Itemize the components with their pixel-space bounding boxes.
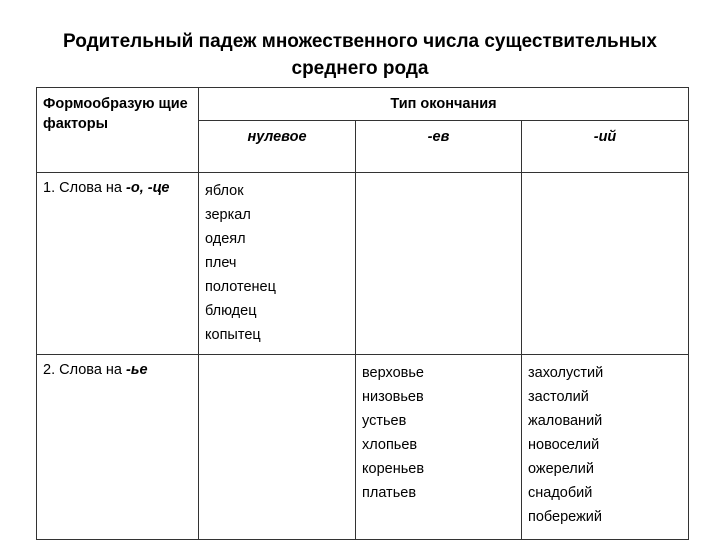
cell-zero — [199, 355, 356, 540]
table-row — [37, 355, 689, 540]
word-form: полотенец — [205, 279, 276, 295]
word-form: захолустий — [528, 365, 604, 381]
row-label — [37, 355, 199, 540]
word-form: одеял — [205, 231, 246, 247]
word-form: побережий — [528, 509, 602, 525]
word-form: верховье — [362, 365, 424, 381]
subheader-zero: нулевое — [199, 121, 356, 173]
table-header-row — [37, 88, 689, 121]
word-form: жалований — [528, 413, 603, 429]
word-form: застолий — [528, 389, 589, 405]
title-line-1: Родительный падеж множественного числа существительных — [63, 31, 657, 52]
word-form: блюдец — [205, 303, 257, 319]
row-label-prefix: 1. Слова на — [43, 180, 127, 196]
cell-zero — [199, 173, 356, 355]
word-form: кореньев — [362, 461, 425, 477]
word-form: платьев — [362, 485, 417, 501]
title-line-2: среднего рода — [291, 58, 429, 79]
word-form: яблок — [205, 183, 244, 199]
word-form: копытец — [205, 327, 261, 343]
word-form: снадобий — [528, 485, 593, 501]
cell-iy — [522, 173, 689, 355]
word-form: хлопьев — [362, 437, 418, 453]
row-label-prefix: 2. Слова на — [43, 362, 127, 378]
page-title — [0, 28, 720, 82]
ending-type-header: Тип окончания — [199, 88, 689, 121]
declension-table — [36, 87, 689, 540]
word-form: устьев — [362, 413, 407, 429]
subheader-iy: -ий — [522, 121, 689, 173]
word-form: новоселий — [528, 437, 600, 453]
word-form: зеркал — [205, 207, 251, 223]
word-form: низовьев — [362, 389, 424, 405]
cell-iy — [522, 355, 689, 540]
row-label-suffix: -ье — [126, 362, 148, 378]
cell-ev — [356, 173, 522, 355]
corner-header: Формообразую щие факторы — [37, 88, 199, 173]
row-label-suffix: -о, -це — [126, 180, 170, 196]
table-row — [37, 173, 689, 355]
subheader-ev: -ев — [356, 121, 522, 173]
cell-ev — [356, 355, 522, 540]
word-form: плеч — [205, 255, 237, 271]
row-label — [37, 173, 199, 355]
word-form: ожерелий — [528, 461, 594, 477]
